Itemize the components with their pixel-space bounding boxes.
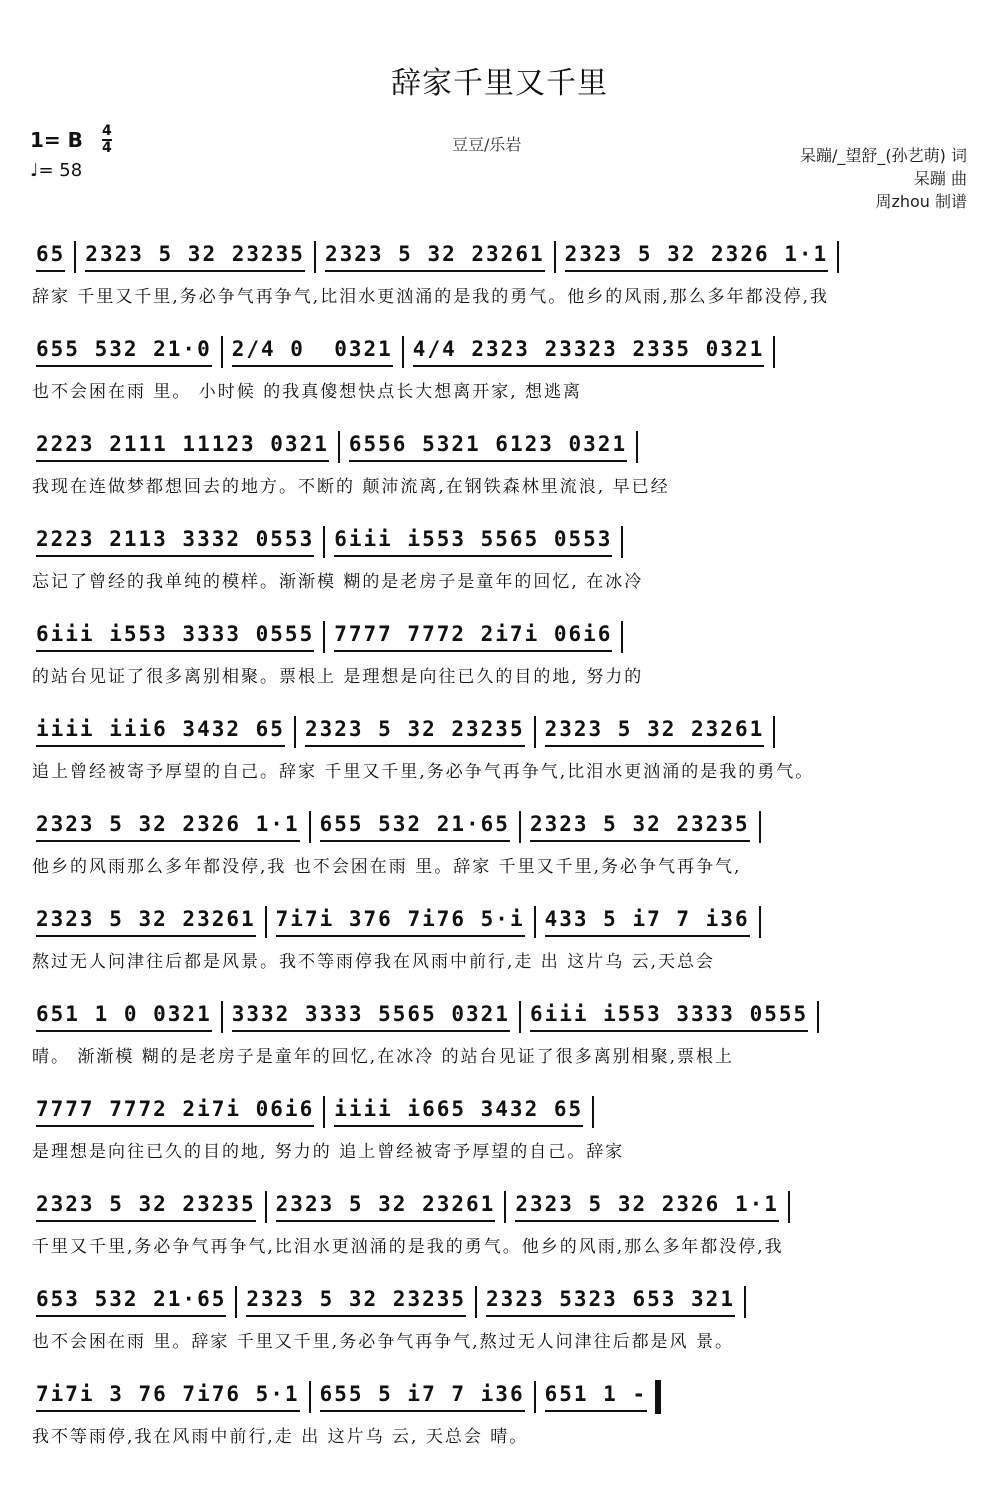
bar-line: [294, 716, 296, 748]
notation-line: [32, 715, 967, 749]
note-group: 2323 5 32 23235: [85, 242, 305, 272]
bar-line: [475, 1286, 477, 1318]
bar-line: [265, 906, 267, 938]
credits-block: [800, 144, 967, 213]
note-group: 2323 5 32 23261: [276, 1192, 496, 1222]
bar-line: [309, 811, 311, 843]
time-denominator: 4: [102, 140, 112, 156]
score-system: [32, 1190, 967, 1270]
notation-line: [32, 905, 967, 939]
bar-line: [636, 431, 638, 463]
bar-line: [621, 621, 623, 653]
bar-line: [554, 241, 556, 273]
bar-line: [323, 526, 325, 558]
bar-line: [817, 1001, 819, 1033]
bar-line: [338, 431, 340, 463]
bar-line: [744, 1286, 746, 1318]
score-system: [32, 335, 967, 415]
song-title: 辞家千里又千里: [391, 66, 608, 101]
score-system: [32, 525, 967, 605]
score-system: [32, 715, 967, 795]
lyric-line: 他乡的风雨那么多年都没停,我 也不会困在雨 里。辞家 千里又千里,务必争气再争气,: [32, 857, 742, 877]
bar-line: [837, 241, 839, 273]
bar-line: [309, 1381, 311, 1413]
note-group: 653 532 21·65: [36, 1287, 226, 1317]
note-group: 6iii i553 5565 0553: [334, 527, 612, 557]
note-group: 7777 7772 2i7i 06i6: [334, 622, 612, 652]
lyric-line: 我不等雨停,我在风雨中前行,走 出 这片乌 云, 天总会 晴。: [32, 1427, 529, 1447]
transcriber-credit: 周zhou 制谱: [875, 192, 967, 211]
tempo-mark: ♩= 58: [30, 160, 83, 181]
note-group: iiii i665 3432 65: [334, 1097, 583, 1127]
notation-line: [32, 810, 967, 844]
note-group: 2323 5323 653 321: [486, 1287, 735, 1317]
note-group: 2323 5 32 23261: [325, 242, 545, 272]
note-group: 655 532 21·65: [320, 812, 510, 842]
bar-line: [773, 336, 775, 368]
notation-line: [32, 1285, 967, 1319]
note-group: 433 5 i7 7 i36: [545, 907, 750, 937]
lyric-line: 追上曾经被寄予厚望的自己。辞家 千里又千里,务必争气再争气,比泪水更汹涌的是我的勇气。: [32, 762, 815, 782]
bar-line: [74, 241, 76, 273]
score-system: [32, 1000, 967, 1080]
lyricist-credit: 呆蹦/_望舒_(孙艺萌) 词: [800, 146, 967, 165]
notation-line: [32, 240, 967, 274]
lyric-line: 辞家 千里又千里,务必争气再争气,比泪水更汹涌的是我的勇气。他乡的风雨,那么多年都没停,我: [32, 287, 830, 307]
time-numerator: 4: [102, 123, 112, 139]
bar-line: [323, 1096, 325, 1128]
lyric-line: 晴。 渐渐模 糊的是老房子是童年的回忆,在冰冷 的站台见证了很多离别相聚,票根上: [32, 1047, 735, 1067]
lyric-line: 熬过无人问津往后都是风景。我不等雨停我在风雨中前行,走 出 这片乌 云,天总会: [32, 952, 716, 972]
note-group: 2223 2113 3332 0553: [36, 527, 314, 557]
bar-line: [265, 1191, 267, 1223]
note-group: 655 532 21·0: [36, 337, 212, 367]
note-group: 6556 5321 6123 0321: [349, 432, 627, 462]
bar-line: [235, 1286, 237, 1318]
bar-line: [519, 1001, 521, 1033]
bar-line: [221, 336, 223, 368]
note-group: 651 1 -: [545, 1382, 648, 1412]
note-group: 2323 5 32 23235: [530, 812, 750, 842]
score-system: [32, 620, 967, 700]
note-group: 2323 5 32 2326 1·1: [565, 242, 829, 272]
note-group: 651 1 0 0321: [36, 1002, 212, 1032]
bar-line: [759, 811, 761, 843]
bar-line: [534, 1381, 536, 1413]
note-group: 7i7i 376 7i76 5·i: [276, 907, 525, 937]
bar-line: [759, 906, 761, 938]
lyric-line: 我现在连做梦都想回去的地方。不断的 颠沛流离,在钢铁森林里流浪, 早已经: [32, 477, 670, 497]
bar-line: [221, 1001, 223, 1033]
notation-line: [32, 525, 967, 559]
note-group: iiii iii6 3432 65: [36, 717, 285, 747]
note-group: 2223 2111 11123 0321: [36, 432, 329, 462]
note-group: 2/4 0 0321: [232, 337, 393, 367]
bar-line: [504, 1191, 506, 1223]
lyric-line: 也不会困在雨 里。辞家 千里又千里,务必争气再争气,熬过无人问津往后都是风 景。: [32, 1332, 735, 1352]
notation-line: [32, 1095, 967, 1129]
score-system: [32, 1380, 967, 1460]
bar-line: [773, 716, 775, 748]
bar-line: [534, 906, 536, 938]
note-group: 2323 5 32 23235: [246, 1287, 466, 1317]
score-system: [32, 240, 967, 320]
composer-credit: 呆蹦 曲: [913, 169, 967, 188]
score-system: [32, 430, 967, 510]
note-group: 655 5 i7 7 i36: [320, 1382, 525, 1412]
lyric-line: 千里又千里,务必争气再争气,比泪水更汹涌的是我的勇气。他乡的风雨,那么多年都没停,我: [32, 1237, 784, 1257]
bar-line: [323, 621, 325, 653]
note-group: 7i7i 3 76 7i76 5·1: [36, 1382, 300, 1412]
notation-line: [32, 1000, 967, 1034]
note-group: 6iii i553 3333 0555: [530, 1002, 808, 1032]
note-group: 3332 3333 5565 0321: [232, 1002, 510, 1032]
score-system: [32, 1095, 967, 1175]
notation-line: [32, 335, 967, 369]
lyric-line: 的站台见证了很多离别相聚。票根上 是理想是向往已久的目的地, 努力的: [32, 667, 644, 687]
key-signature: 1= B: [30, 128, 83, 152]
notation-line: [32, 1380, 967, 1414]
time-signature: [102, 124, 112, 156]
note-group: 2323 5 32 2326 1·1: [36, 812, 300, 842]
lyric-line: 也不会困在雨 里。 小时候 的我真傻想快点长大想离开家, 想逃离: [32, 382, 583, 402]
singer-credit: 豆豆/乐岩: [452, 135, 522, 154]
lyric-line: 忘记了曾经的我单纯的模样。渐渐模 糊的是老房子是童年的回忆, 在冰冷: [32, 572, 644, 592]
note-group: 4/4 2323 23323 2335 0321: [413, 337, 764, 367]
bar-line: [788, 1191, 790, 1223]
bar-line: [592, 1096, 594, 1128]
note-group: 6iii i553 3333 0555: [36, 622, 314, 652]
lyric-line: 是理想是向往已久的目的地, 努力的 追上曾经被寄予厚望的自己。辞家: [32, 1142, 625, 1162]
score-system: [32, 810, 967, 890]
score-system: [32, 905, 967, 985]
bar-line: [314, 241, 316, 273]
notation-line: [32, 620, 967, 654]
note-group: 2323 5 32 23235: [36, 1192, 256, 1222]
note-group: 7777 7772 2i7i 06i6: [36, 1097, 314, 1127]
final-bar-line: [655, 1380, 661, 1414]
note-group: 2323 5 32 23235: [305, 717, 525, 747]
bar-line: [519, 811, 521, 843]
notation-line: [32, 430, 967, 464]
note-group: 2323 5 32 2326 1·1: [515, 1192, 779, 1222]
score-system: [32, 1285, 967, 1365]
note-group: 65: [36, 242, 65, 272]
bar-line: [621, 526, 623, 558]
notation-line: [32, 1190, 967, 1224]
bar-line: [402, 336, 404, 368]
note-group: 2323 5 32 23261: [36, 907, 256, 937]
note-group: 2323 5 32 23261: [545, 717, 765, 747]
bar-line: [534, 716, 536, 748]
